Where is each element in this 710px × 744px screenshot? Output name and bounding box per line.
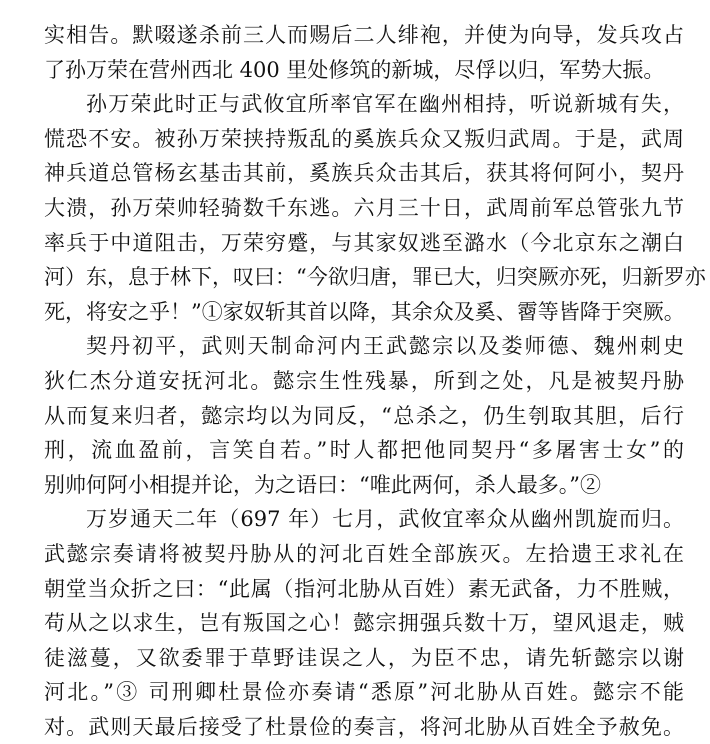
text-line-10: 契丹初平，武则天制命河内王武懿宗以及娄师德、魏州刺史 bbox=[86, 334, 684, 359]
text-line-15: 万岁通天二年（697 年）七月，武攸宜率众从幽州凯旋而归。 bbox=[86, 507, 684, 532]
text-line-19: 徒滋蔓，又欲委罪于草野诖误之人，为臣不忠，请先斩懿宗以谢 bbox=[44, 645, 684, 670]
text-line-20: 河北。”③ 司刑卿杜景俭亦奏请“悉原”河北胁从百姓。懿宗不能 bbox=[44, 680, 684, 705]
text-line-17: 朝堂当众折之曰：“此属（指河北胁从百姓）素无武备，力不胜贼， bbox=[44, 576, 684, 601]
document-page bbox=[44, 18, 706, 744]
text-line-11: 狄仁杰分道安抚河北。懿宗生性残暴，所到之处，凡是被契丹胁 bbox=[44, 368, 684, 393]
text-line-14: 别帅何阿小相提并论，为之语曰：“唯此两何，杀人最多。”② bbox=[44, 472, 601, 497]
text-line-18: 苟从之以求生，岂有叛国之心！懿宗拥强兵数十万，望风退走，贼 bbox=[44, 611, 684, 636]
text-line-4: 慌恐不安。被孙万荣挟持叛乱的奚族兵众又叛归武周。于是，武周 bbox=[44, 126, 684, 151]
text-line-1: 实相告。默啜遂杀前三人而赐后二人绯袍，并使为向导，发兵攻占 bbox=[44, 23, 684, 47]
text-line-7: 率兵于中道阻击，万荣穷蹙，与其家奴逃至潞水（今北京东之潮白 bbox=[44, 230, 684, 255]
text-line-6: 大溃，孙万荣帅轻骑数千东逃。六月三十日，武周前军总管张九节 bbox=[44, 195, 684, 220]
text-line-9: 死，将安之乎！”①家奴斩其首以降，其余众及奚、霫等皆降于突厥。 bbox=[44, 299, 685, 324]
text-line-12: 从而复来归者，懿宗均以为同反，“总杀之，仍生刳取其胆，后行 bbox=[44, 403, 684, 428]
text-line-3: 孙万荣此时正与武攸宜所率官军在幽州相持，听说新城有失， bbox=[86, 92, 684, 117]
text-line-2: 了孙万荣在营州西北 400 里处修筑的新城，尽俘以归，军势大振。 bbox=[44, 57, 665, 82]
text-line-5: 神兵道总管杨玄基击其前，奚族兵众击其后，获其将何阿小，契丹 bbox=[44, 161, 684, 186]
text-line-21: 对。武则天最后接受了杜景俭的奏言，将河北胁从百姓全予赦免。 bbox=[44, 714, 684, 739]
text-line-13: 刑，流血盈前，言笑自若。”时人都把他同契丹“多屠害士女”的 bbox=[44, 438, 684, 463]
text-line-16: 武懿宗奏请将被契丹胁从的河北百姓全部族灭。左拾遗王求礼在 bbox=[44, 541, 684, 566]
text-line-8: 河）东，息于林下，叹曰：“今欲归唐，罪已大，归突厥亦死，归新罗亦 bbox=[44, 265, 706, 290]
